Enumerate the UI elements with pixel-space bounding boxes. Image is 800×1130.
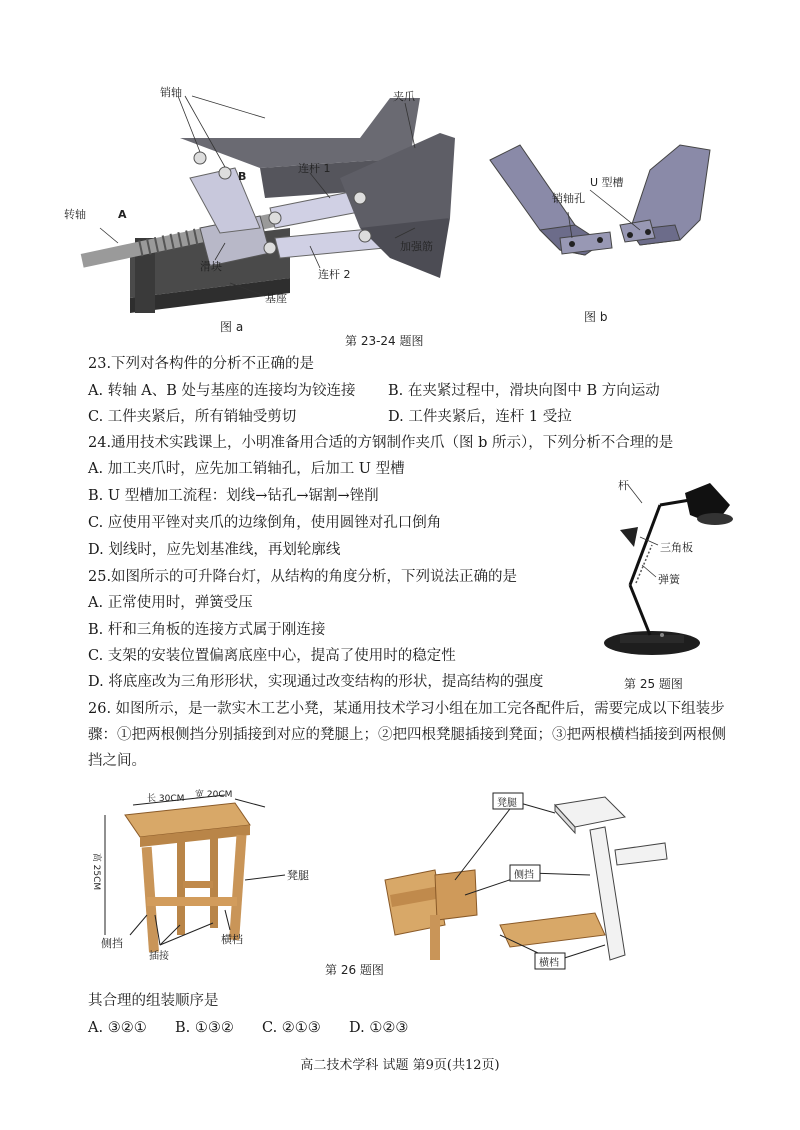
label-sanjiaoban: 三角板 — [660, 541, 693, 554]
label-dengtui2: 凳腿 — [497, 798, 517, 809]
q24-option-a: A. 加工夹爪时，应先加工销轴孔，后加工 U 型槽 — [88, 461, 405, 477]
label-tanhuang: 弹簧 — [658, 573, 680, 586]
label-jiazhua: 夹爪 — [393, 90, 415, 103]
q24-stem: 24.通用技术实践课上，小明准备用合适的方钢制作夹爪（图 b 所示），下列分析不合理的是 — [88, 435, 674, 451]
figure-25 — [590, 475, 750, 695]
q24-option-c: C. 应使用平锉对夹爪的边缘倒角，使用圆锉对孔口倒角 — [88, 515, 442, 531]
label-chang: 长 30CM — [147, 794, 185, 804]
label-gao: 高 25CM — [91, 852, 102, 891]
q23-option-d: D. 工件夹紧后，连杆 1 受拉 — [388, 409, 572, 425]
q23-stem: 23.下列对各构件的分析不正确的是 — [88, 356, 315, 372]
label-uxingcao: U 型槽 — [590, 176, 624, 189]
q24-option-d: D. 划线时，应先划基准线，再划轮廓线 — [88, 542, 341, 558]
label-zhuanzhou: 转轴 — [64, 208, 86, 221]
label-xiaozhoukong: 销轴孔 — [552, 192, 585, 205]
q26-stem: 26. 如图所示，是一款实木工艺小凳，某通用技术学习小组在加工完各配件后，需要完成以下组装步骤：①把两根侧挡分别插接到对应的凳腿上；②把四根凳腿插接到凳面；③把两根横档插接到两根侧挡之间。 — [88, 701, 726, 769]
stool-illustration — [85, 785, 735, 990]
figure-26 — [85, 785, 735, 990]
q26-prompt: 其合理的组装顺序是 — [88, 993, 219, 1009]
q25-option-d: D. 将底座改为三角形形状，实现通过改变结构的形状，提高结构的强度 — [88, 674, 544, 690]
label-hengdang2: 横档 — [539, 958, 559, 969]
q25-option-b: B. 杆和三角板的连接方式属于刚连接 — [88, 622, 326, 638]
q26-option-a: A. ③②① — [88, 1020, 147, 1036]
figure-b — [480, 130, 740, 330]
label-jizuo: 基座 — [265, 292, 287, 305]
label-jiaqiangjin: 加强筋 — [400, 240, 433, 253]
label-gan: 杆 — [618, 479, 629, 492]
q26-option-c: C. ②①③ — [262, 1020, 321, 1036]
label-liangan2: 连杆 2 — [318, 268, 351, 281]
q26-option-d: D. ①②③ — [349, 1020, 409, 1036]
q23-option-c: C. 工件夹紧后，所有销轴受剪切 — [88, 409, 297, 425]
q25-option-c: C. 支架的安装位置偏离底座中心，提高了使用时的稳定性 — [88, 648, 456, 664]
label-xiaozhou: 销轴 — [160, 86, 182, 99]
q23-option-b: B. 在夹紧过程中，滑块向图中 B 方向运动 — [388, 383, 660, 399]
jaw-parts-illustration — [480, 130, 740, 330]
caption-fig-25: 第 25 题图 — [624, 677, 683, 691]
q25-stem: 25.如图所示的可升降台灯，从结构的角度分析，下列说法正确的是 — [88, 569, 518, 585]
caption-fig-26: 第 26 题图 — [325, 963, 384, 977]
caption-fig-a: 图 a — [220, 320, 244, 334]
q24-option-b: B. U 型槽加工流程：划线→钻孔→锯割→锉削 — [88, 488, 379, 504]
label-dengtui: 凳腿 — [287, 869, 309, 882]
label-hengdang: 横档 — [221, 933, 243, 946]
label-liangan1: 连杆 1 — [298, 162, 331, 175]
q26-option-b: B. ①③② — [175, 1020, 234, 1036]
label-chajie: 插接 — [149, 951, 169, 962]
label-kuan: 宽 20CM — [195, 790, 233, 800]
group-caption-23-24: 第 23-24 题图 — [345, 334, 424, 348]
page-footer: 高二技术学科 试题 第9页(共12页) — [300, 1058, 500, 1073]
figure-a — [60, 78, 460, 348]
q25-option-a: A. 正常使用时，弹簧受压 — [88, 595, 253, 611]
label-cedang2: 侧挡 — [514, 870, 534, 881]
label-cedang: 侧挡 — [101, 937, 123, 950]
label-A: A — [118, 208, 127, 221]
label-huakuai: 滑块 — [200, 260, 222, 273]
caption-fig-b: 图 b — [584, 310, 608, 324]
label-B: B — [238, 170, 247, 183]
q23-option-a: A. 转轴 A、B 处与基座的连接均为铰连接 — [88, 383, 356, 399]
